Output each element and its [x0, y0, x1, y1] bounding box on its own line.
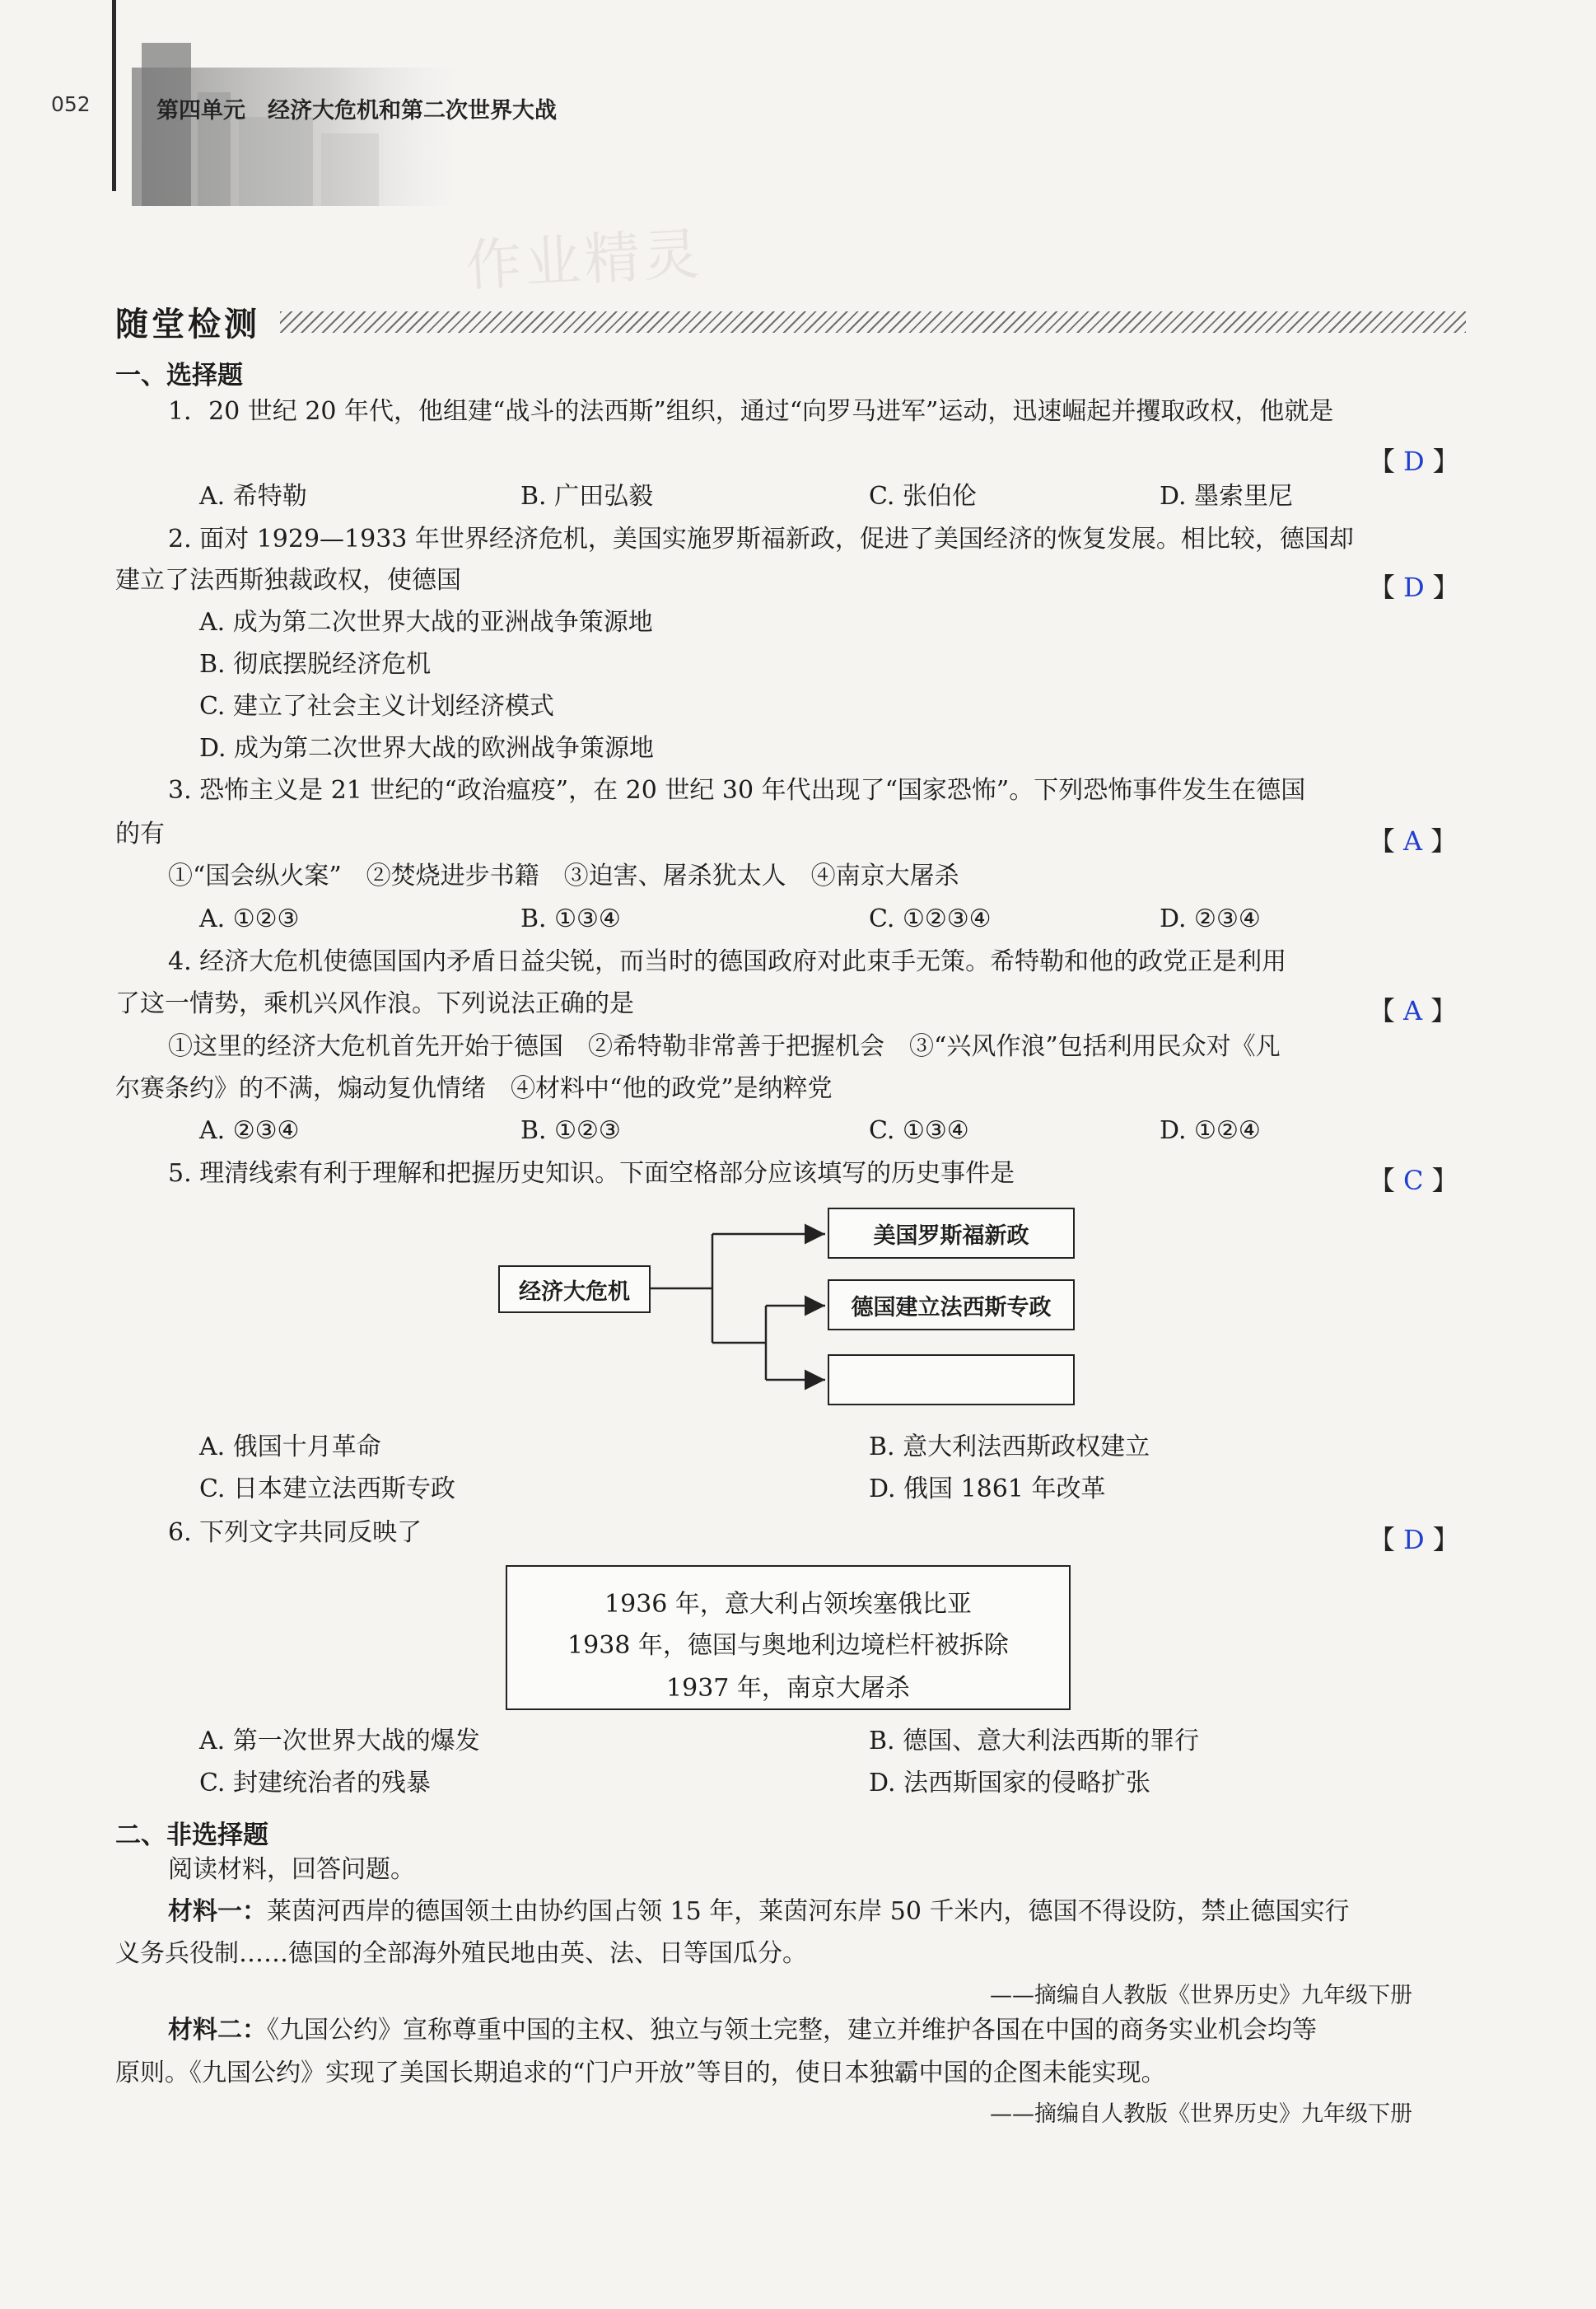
quote-line-1: 1936 年，意大利占领埃塞俄比亚 — [604, 1590, 972, 1619]
question-4-text-line-1: 4. 经济大危机使德国国内矛盾日益尖锐，而当时的德国政府对此束手无策。希特勒和他的政党正是利用 — [168, 947, 1287, 976]
question-4-items-line-2: 尔赛条约》的不满，煽动复仇情绪 ④材料中“他的政党”是纳粹党 — [115, 1074, 833, 1103]
question-3-option-d: D. ②③④ — [1160, 904, 1261, 933]
material-1-label: 材料一： — [168, 1897, 267, 1926]
question-3-option-c: C. ①②③④ — [869, 904, 992, 933]
question-2-answer: 【 D 】 — [1369, 572, 1459, 603]
question-5-option-c: C. 日本建立法西斯专政 — [199, 1475, 455, 1503]
material-2-line-1 — [168, 2018, 1317, 2043]
question-4-items-line-1: ①这里的经济大危机首先开始于德国 ②希特勒非常善于把握机会 ③“兴风作浪”包括利用民众对《凡 — [168, 1032, 1281, 1061]
question-3-answer-letter: A — [1403, 825, 1423, 857]
question-4-answer-letter: A — [1403, 995, 1423, 1026]
question-5-option-d: D. 俄国 1861 年改革 — [869, 1475, 1106, 1503]
material-2-text-1: 《九国公约》宣称尊重中国的主权、独立与领土完整，建立并维护各国在中国的商务实业机会均等 — [267, 2016, 1317, 2045]
question-5-answer: 【 C 】 — [1369, 1165, 1458, 1196]
material-1-line-1 — [168, 1897, 1350, 1926]
question-1-option-d: D. 墨索里尼 — [1160, 482, 1294, 511]
question-2-option-a: A. 成为第二次世界大战的亚洲战争策源地 — [199, 608, 653, 637]
question-4-text-line-2: 了这一情势，乘机兴风作浪。下列说法正确的是 — [115, 989, 634, 1018]
question-1-answer: 【 D 】 — [1369, 446, 1459, 477]
question-1-text: 1．20 世纪 20 年代，他组建“战斗的法西斯”组织，通过“向罗马进军”运动，迅速崛起并攫取政权，他就是 — [168, 397, 1334, 426]
reading-intro: 阅读材料，回答问题。 — [168, 1855, 415, 1884]
question-6-text: 6. 下列文字共同反映了 — [168, 1518, 422, 1547]
question-4-option-b: B. ①②③ — [520, 1116, 621, 1145]
part2-title: 二、非选择题 — [115, 1821, 268, 1850]
header-vertical-rule — [112, 0, 116, 191]
question-6-option-b: B. 德国、意大利法西斯的罪行 — [869, 1727, 1200, 1755]
question-2-option-b: B. 彻底摆脱经济危机 — [199, 650, 432, 679]
diagram-blank-box — [828, 1354, 1075, 1405]
question-2-option-d: D. 成为第二次世界大战的欧洲战争策源地 — [199, 734, 655, 763]
question-5-text: 5. 理清线索有利于理解和把握历史知识。下面空格部分应该填写的历史事件是 — [168, 1159, 1015, 1188]
material-1-line-2: 义务兵役制……德国的全部海外殖民地由英、法、日等国瓜分。 — [115, 1939, 807, 1968]
question-5-option-a: A. 俄国十月革命 — [199, 1433, 381, 1461]
question-5-option-b: B. 意大利法西斯政权建立 — [869, 1433, 1150, 1461]
question-2-option-c: C. 建立了社会主义计划经济模式 — [199, 692, 554, 721]
question-1-option-c: C. 张伯伦 — [869, 482, 977, 511]
quote-line-3: 1937 年，南京大屠杀 — [666, 1674, 910, 1703]
quote-line-2: 1938 年，德国与奥地利边境栏杆被拆除 — [567, 1631, 1009, 1660]
material-2-source: ——摘编自人教版《世界历史》九年级下册 — [990, 2101, 1412, 2127]
header-building-illustration — [132, 43, 461, 206]
question-4-option-c: C. ①③④ — [869, 1116, 969, 1145]
question-5-answer-letter: C — [1403, 1165, 1424, 1196]
part1-title: 一、选择题 — [115, 361, 243, 390]
question-1-answer-letter: D — [1403, 446, 1425, 477]
question-6-option-a: A. 第一次世界大战的爆发 — [199, 1727, 480, 1755]
diagram-root-box: 经济大危机 — [498, 1265, 651, 1313]
watermark: 作业精灵 — [464, 222, 705, 300]
page-number: 052 — [51, 92, 91, 116]
question-4-option-a: A. ②③④ — [199, 1116, 300, 1145]
question-4-option-d: D. ①②④ — [1160, 1116, 1261, 1145]
question-3-option-a: A. ①②③ — [199, 904, 300, 933]
question-2-answer-letter: D — [1403, 572, 1425, 603]
question-1-option-b: B. 广田弘毅 — [520, 482, 654, 511]
question-6-option-d: D. 法西斯国家的侵略扩张 — [869, 1769, 1151, 1797]
question-2-text-line-1: 2. 面对 1929—1933 年世界经济危机，美国实施罗斯福新政，促进了美国经济的恢复发展。相比较，德国却 — [168, 525, 1354, 554]
section-title: 随堂检测 — [115, 306, 260, 344]
question-3-answer: 【 A 】 — [1369, 825, 1458, 857]
question-3-option-b: B. ①③④ — [520, 904, 621, 933]
question-3-text-line-1: 3. 恐怖主义是 21 世纪的“政治瘟疫”，在 20 世纪 30 年代出现了“国家恐怖”。下列恐怖事件发生在德国 — [168, 776, 1306, 805]
question-4-answer: 【 A 】 — [1369, 995, 1458, 1026]
unit-title: 第四单元 经济大危机和第二次世界大战 — [156, 98, 557, 124]
material-2-label: 材料二： — [168, 2016, 267, 2045]
material-1-source: ——摘编自人教版《世界历史》九年级下册 — [990, 1983, 1412, 2008]
question-6-option-c: C. 封建统治者的残暴 — [199, 1769, 431, 1797]
question-6-answer-letter: D — [1403, 1524, 1425, 1555]
diagram-branch-2-box: 德国建立法西斯专政 — [828, 1279, 1075, 1330]
diagram-branch-1-box: 美国罗斯福新政 — [828, 1208, 1075, 1259]
question-3-items: ①“国会纵火案” ②焚烧进步书籍 ③迫害、屠杀犹太人 ④南京大屠杀 — [168, 862, 959, 890]
material-2-line-2: 原则。《九国公约》实现了美国长期追求的“门户开放”等目的，使日本独霸中国的企图未能实现。 — [115, 2059, 1166, 2087]
question-1-option-a: A. 希特勒 — [199, 482, 307, 511]
material-1-text-1: 莱茵河西岸的德国领土由协约国占领 15 年，莱茵河东岸 50 千米内，德国不得设防，禁止德国实行 — [267, 1897, 1350, 1926]
question-6-answer: 【 D 】 — [1369, 1524, 1459, 1555]
question-2-text-line-2: 建立了法西斯独裁政权，使德国 — [115, 566, 461, 595]
question-3-text-line-2: 的有 — [115, 820, 165, 848]
section-title-hatch-decoration — [280, 311, 1466, 333]
